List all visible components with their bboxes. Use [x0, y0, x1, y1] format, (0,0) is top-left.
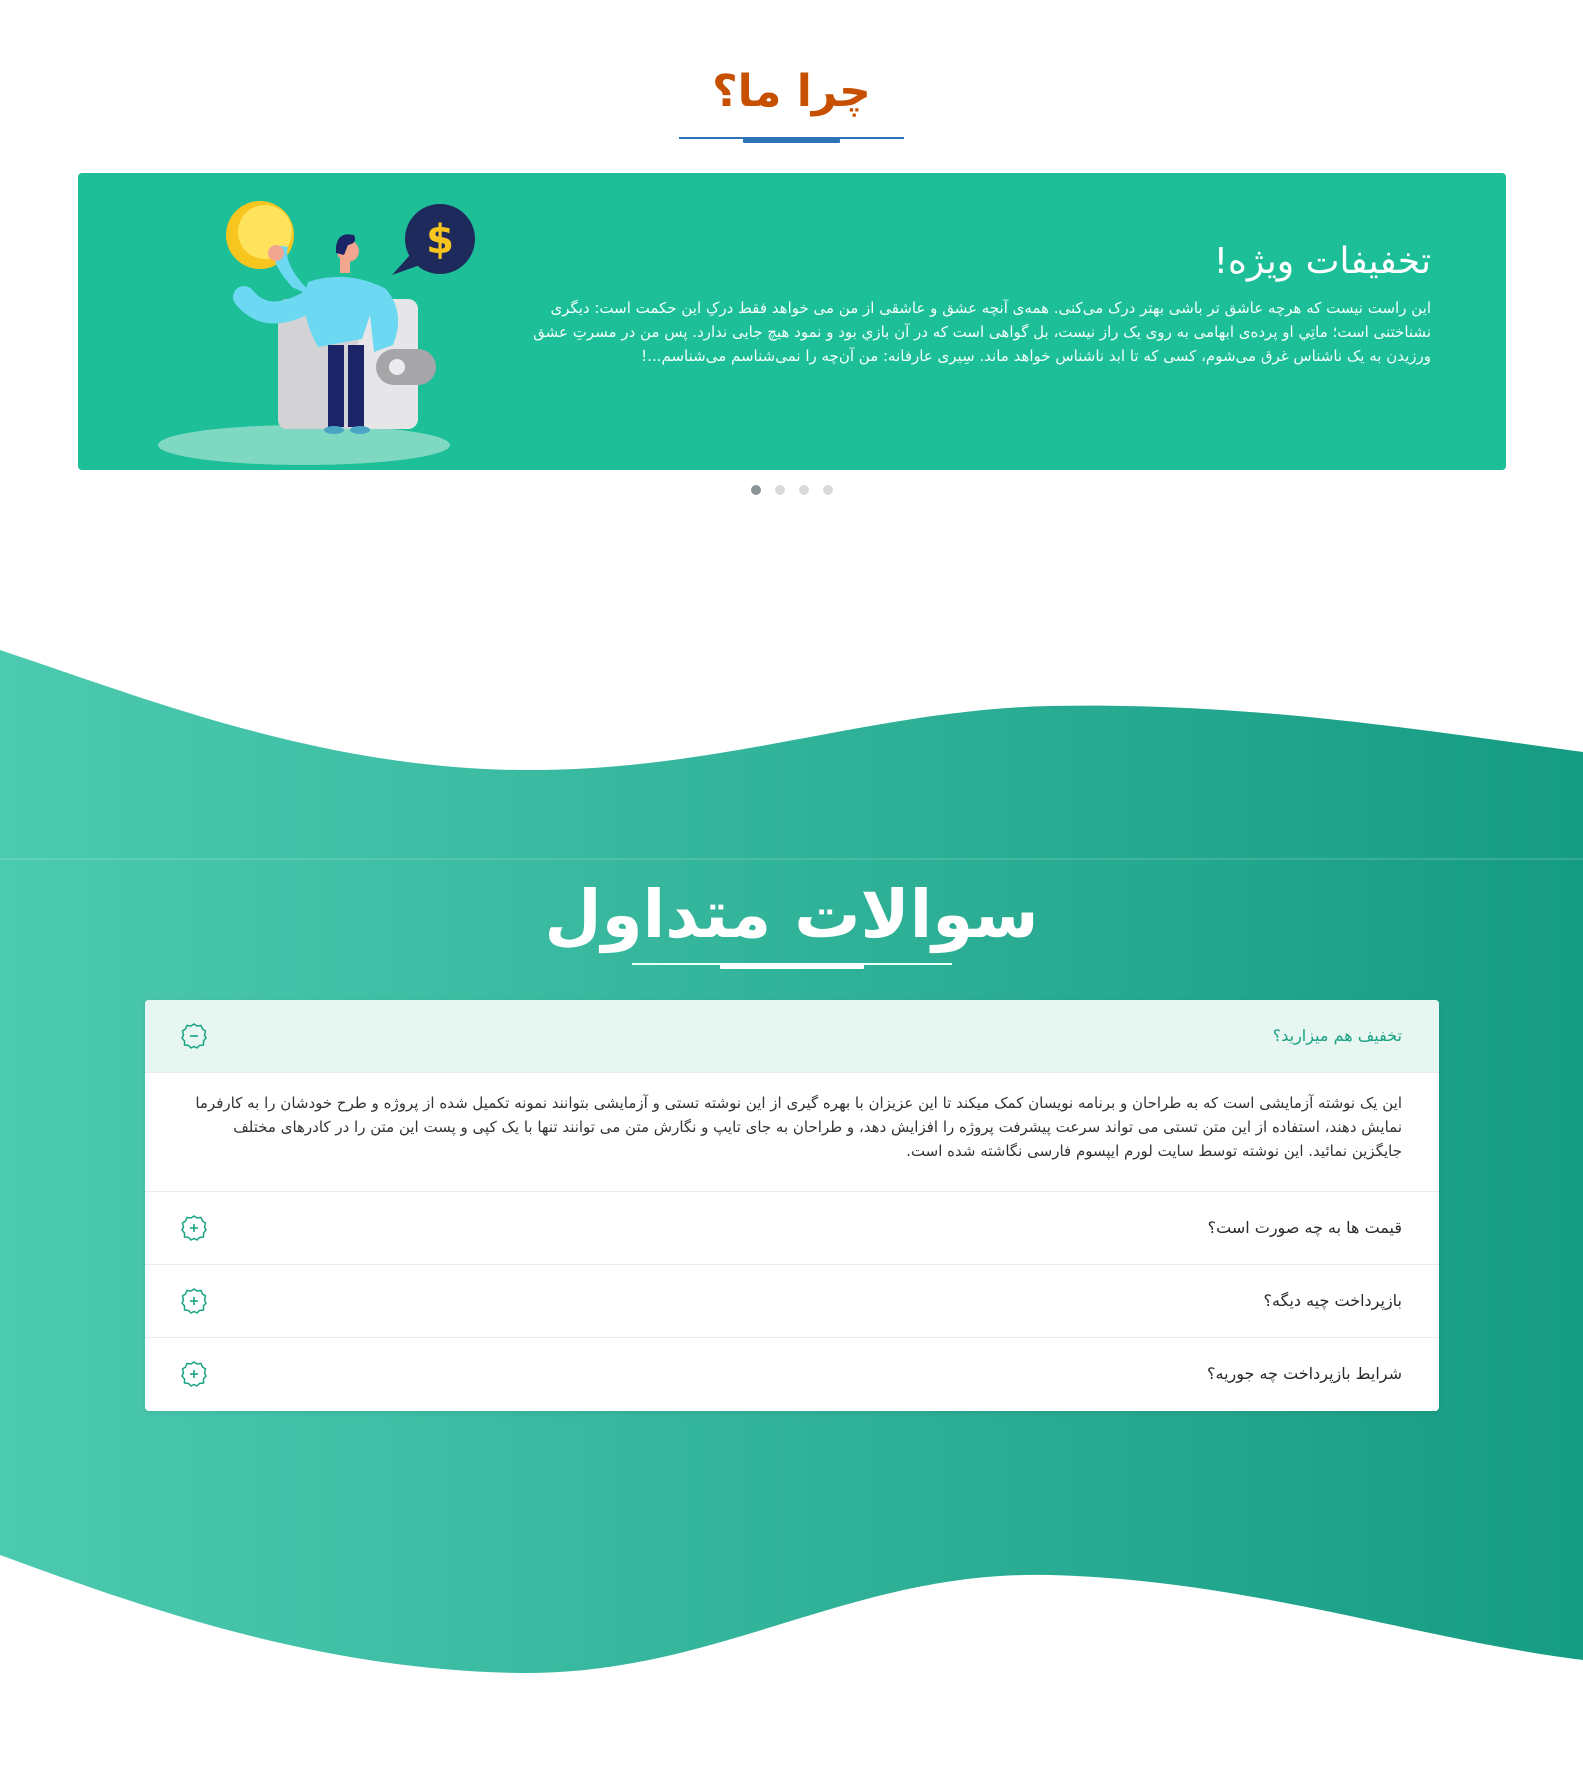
carousel-dot-1[interactable] [751, 485, 761, 495]
faq-item-header[interactable] [145, 1000, 1439, 1073]
banner-text: این راست نیست که هرچه عاشق تر باشی بهتر درک می‌کنی. همه‌ی آنچه عشق و عاشقی از من می خواهد فقط درکِ این حکمت است: دیگری نشناختنی است؛ ماتِي او پرده‌ی ابهامی به روی یک راز نیست، بل گواهی است که در آن بازي بود و نمود هیچ جایی ندارد. پس من در مسرتِ عشق ورزیدن به یک ناشناس غرق می‌شوم، کسی که تا ابد ناشناس خواهد ماند. سِیری عارفانه: من آن‌چه را نمی‌شناسم می‌شناسم...! [533, 299, 1431, 365]
faq-title-underline-accent [720, 963, 864, 969]
title-underline-accent [743, 137, 840, 143]
plus-circle-icon[interactable] [180, 1214, 208, 1242]
plus-circle-icon[interactable] [180, 1360, 208, 1388]
discount-banner-slide [78, 173, 1506, 470]
dollar-sign-icon: $ [426, 217, 454, 263]
faq-answer: این یک نوشته آزمایشی است که به طراحان و برنامه نویسان کمک میکند تا این عزیزان با بهره گیری از این نوشته تستی و آزمایشی بتوانند نمونه تکمیل شده از پروژه و طرح خودشان را به کارفرما نمایش دهند، استفاده از این متن تستی می تواند سرعت پیشرفت پروژه را افزایش دهد، و طراحان به جای تایپ و نگارش متن می توانند تنها با یک کپی و پست این متن را در کادرهای مختلف جایگزین نمائید. این نوشته توسط سایت لورم ایپسوم فارسی نگاشته شده است. [145, 1073, 1439, 1192]
faq-item-header[interactable] [145, 1192, 1439, 1265]
banner-heading: تخفیفات ویژه! [1213, 241, 1431, 282]
minus-circle-icon[interactable] [180, 1022, 208, 1050]
faq-question: بازپرداخت چیه دیگه؟ [1263, 1291, 1402, 1310]
plus-circle-icon[interactable] [180, 1287, 208, 1315]
faq-question: قیمت ها به چه صورت است؟ [1207, 1218, 1402, 1237]
faq-item-header[interactable] [145, 1338, 1439, 1410]
faq-question: تخفیف هم میزارید؟ [1272, 1026, 1402, 1045]
person-holding-coin-with-wallet-icon [148, 187, 488, 467]
faq-accordion [145, 1000, 1439, 1411]
carousel-dot-3[interactable] [799, 485, 809, 495]
faq-item-header[interactable] [145, 1265, 1439, 1338]
carousel-dot-2[interactable] [775, 485, 785, 495]
faq-title: سوالات متداول [544, 876, 1039, 953]
faq-question: شرایط بازپرداخت چه جوریه؟ [1207, 1364, 1402, 1383]
why-us-title: چرا ما؟ [712, 66, 871, 117]
carousel-dot-4[interactable] [823, 485, 833, 495]
